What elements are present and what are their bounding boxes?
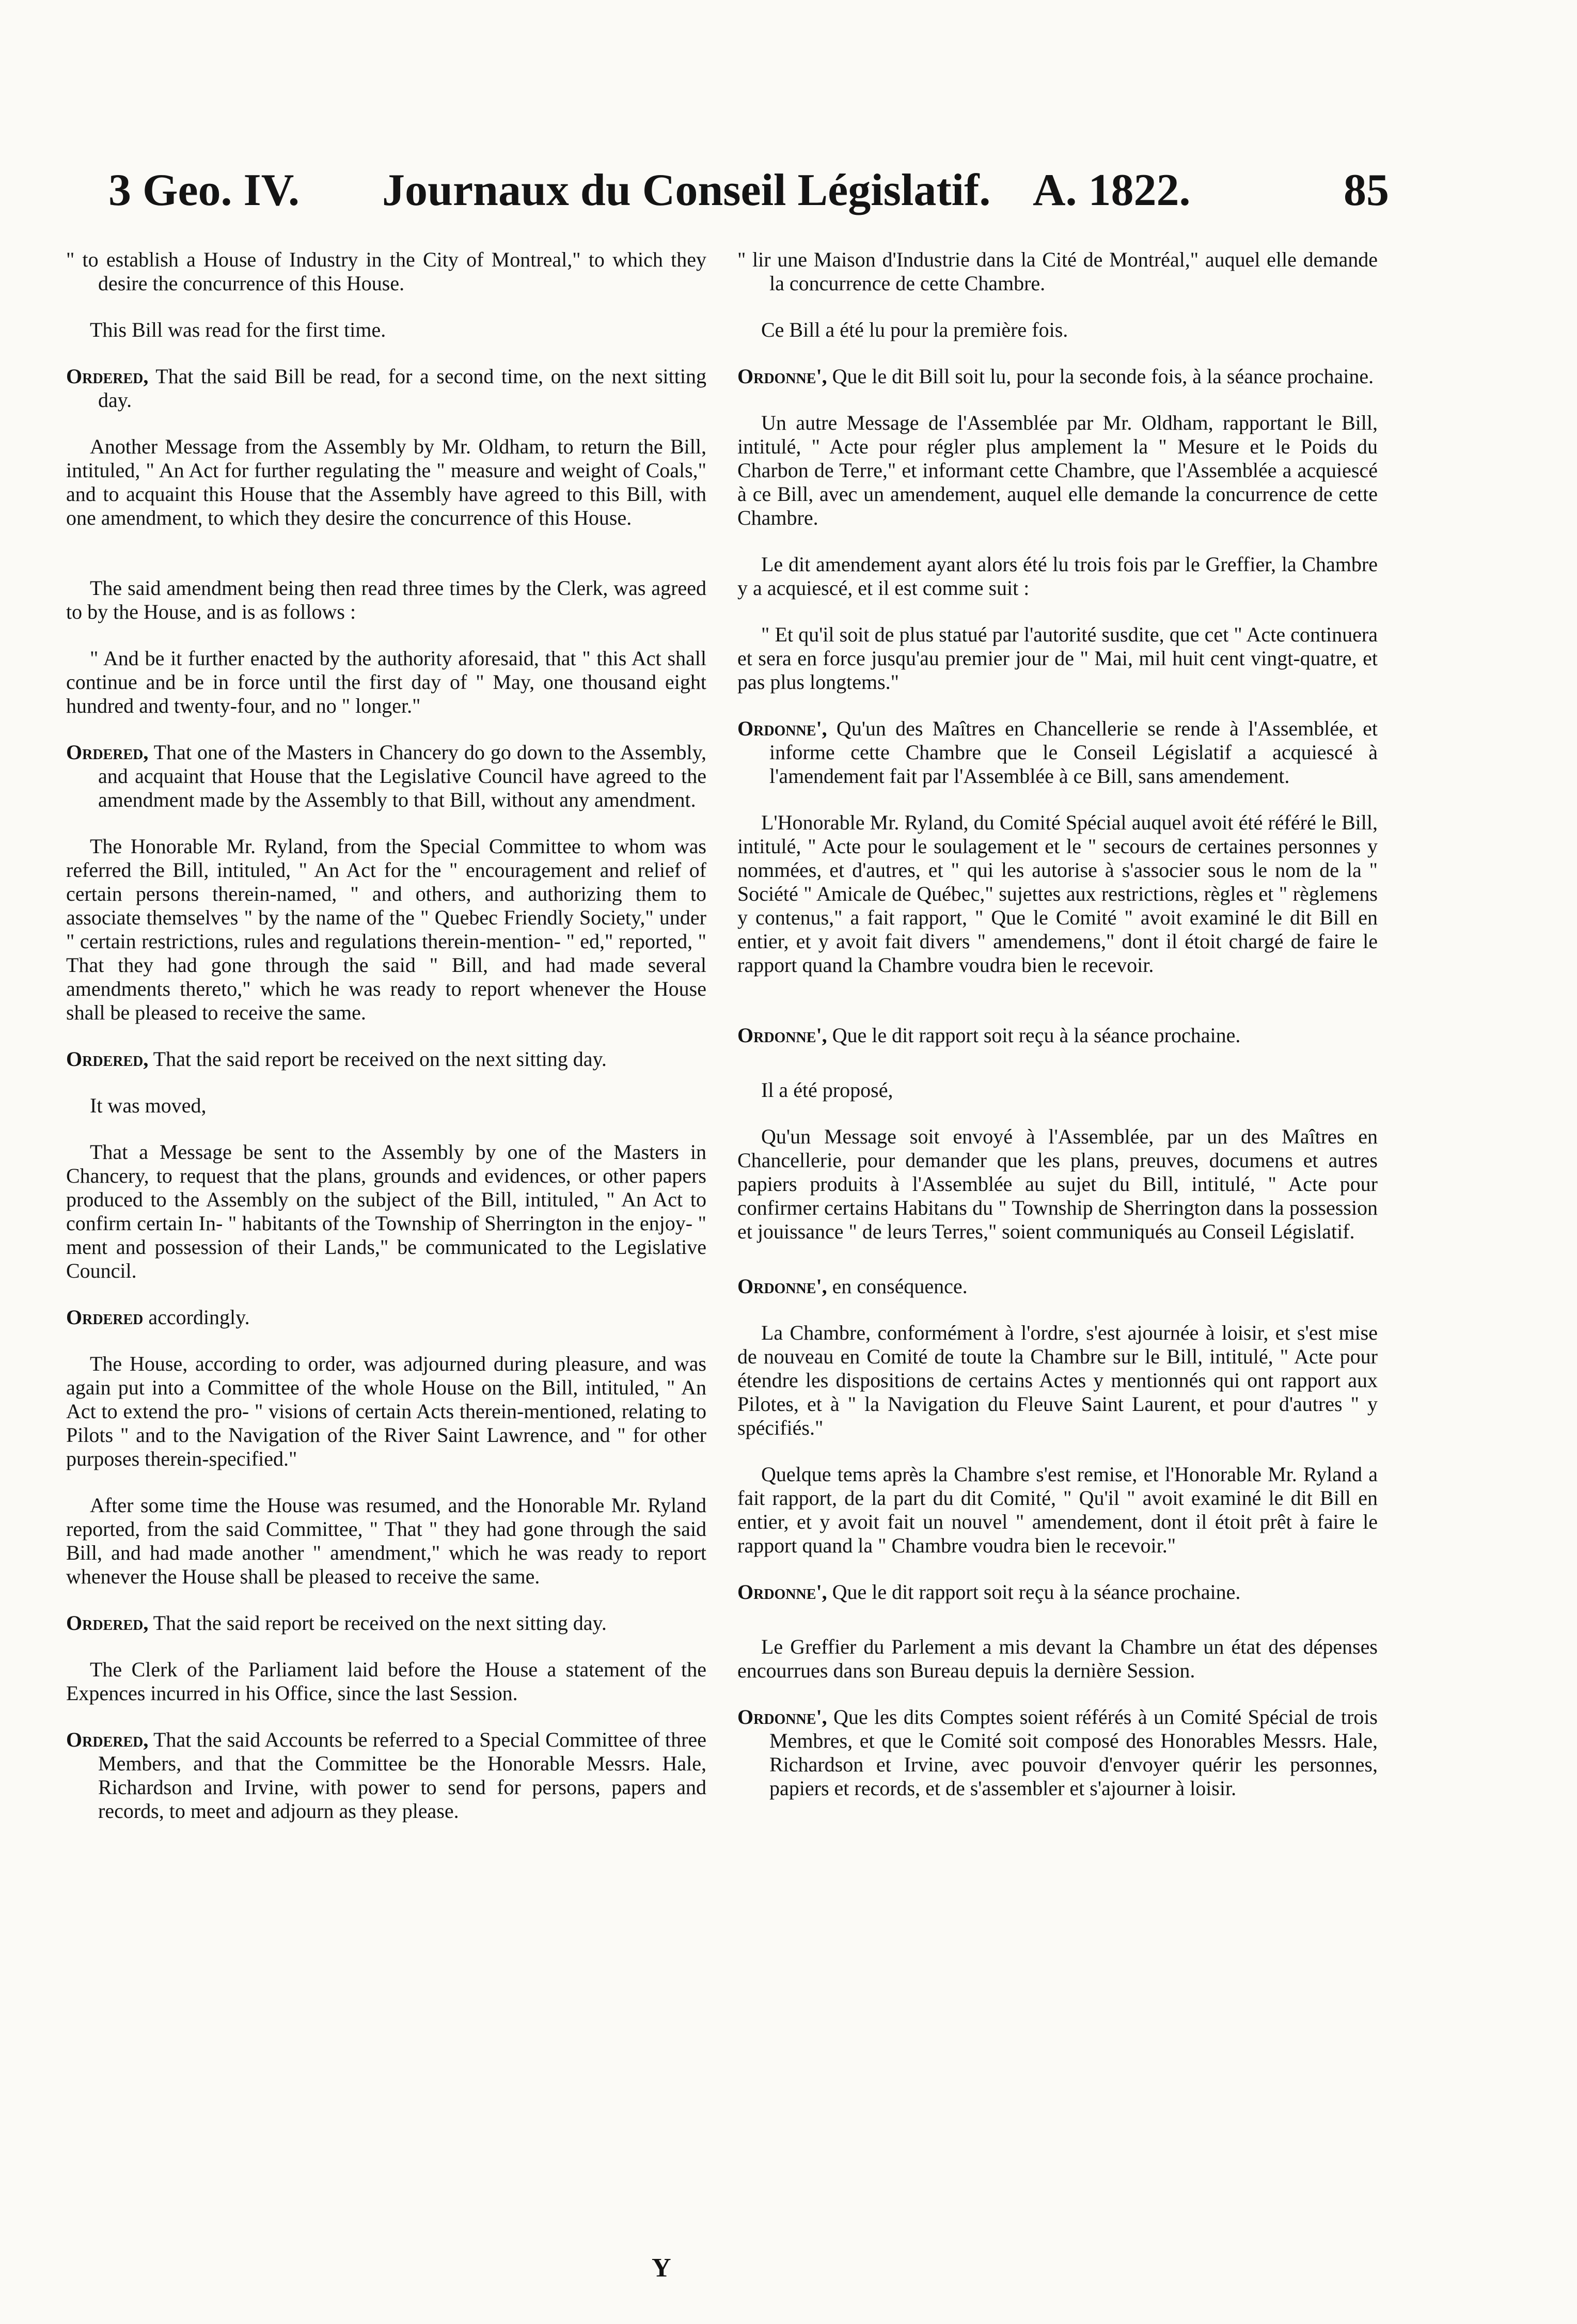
french-paragraph: Ordonne', Que le dit Bill soit lu, pour la seconde fois, à la séance prochaine. [737,365,1374,388]
english-column [66,248,706,1823]
english-paragraph: That a Message be sent to the Assembly by one of the Masters in Chancery, to request that the plans, grounds and evidences, or other papers produced to the Assembly on the subject of the Bill, intituled, " An Act to confirm certain In- " habitants of the Township of Sherrington in the enjoy- " ment and possession of their Lands," be communicated to the Legislative Council. [66,1140,706,1282]
english-paragraph: The House, according to order, was adjourned during pleasure, and was again put into a Committee of the whole House on the Bill, intituled, " An Act to extend the pro- " visions of certain Acts therein-mentioned, relating to Pilots " and to the Navigation of the River Saint Lawrence, and " for other purposes therein-specified." [66,1352,706,1470]
english-paragraph: Ordered, That the said report be received on the next sitting day. [66,1047,607,1071]
french-paragraph: L'Honorable Mr. Ryland, du Comité Spécial auquel avoit été référé le Bill, intitulé, " Acte pour le soulagement et le " secours de certaines personnes y nommées, et d'autres, et " qui les autorise à s'associer sous le nom de la " Société " Amicale de Québec," sujettes aux restrictions, règles et " règlemens y contenus," a fait rapport, " Que le Comité " avoit examiné le dit Bill en entier, et y avoit fait divers " amendemens," dont il étoit chargé de faire le rapport quand la Chambre voudra bien le recevoir. [737,811,1378,977]
french-paragraph: Qu'un Message soit envoyé à l'Assemblée, par un des Maîtres en Chancellerie, pour demander que les plans, preuves, documens et autres papiers produits à l'Assemblée au sujet du Bill, intitulé, " Acte pour confirmer certains Habitans du " Township de Sherrington dans la possession et jouissance " de leurs Terres," soient communiqués au Conseil Législatif. [737,1125,1378,1243]
french-paragraph: Un autre Message de l'Assemblée par Mr. Oldham, rapportant le Bill, intitulé, " Acte pour régler plus amplement la " Mesure et le Poids du Charbon de Terre," et informant cette Chambre, que l'Assemblée a acquiescé à ce Bill, avec un amendement, auquel elle demande la concurrence de cette Chambre. [737,411,1378,529]
english-paragraph: After some time the House was resumed, and the Honorable Mr. Ryland reported, from the said Committee, " That " they had gone through the said Bill, and had made another " amendment," which he was ready to report whenever the House shall be pleased to receive the same. [66,1494,706,1588]
french-paragraph: Ce Bill a été lu pour la première fois. [761,318,1068,341]
english-paragraph: Ordered, That the said Bill be read, for a second time, on the next sitting day. [66,365,706,412]
french-paragraph: Ordonne', Que les dits Comptes soient référés à un Comité Spécial de trois Membres, et que le Comité soit composé des Honorables Messrs. Hale, Richardson et Irvine, avec pouvoir d'envoyer quérir les personnes, papiers et records, et de s'assembler et s'ajourner à loisir. [737,1705,1378,1800]
calendar-year: A. 1822. [1033,165,1191,215]
signature-mark: Y [652,2253,671,2283]
english-paragraph: Ordered accordingly. [66,1306,250,1329]
french-paragraph: Ordonne', Que le dit rapport soit reçu à la séance prochaine. [737,1024,1241,1047]
french-paragraph: Quelque tems après la Chambre s'est remise, et l'Honorable Mr. Ryland a fait rapport, de la part du dit Comité, " Qu'il " avoit examiné le dit Bill en entier, et y avoit fait un nouvel " amendement, dont il étoit prêt à faire le rapport quand la " Chambre voudra bien le recevoir." [737,1463,1378,1557]
english-paragraph: The Honorable Mr. Ryland, from the Special Committee to whom was referred the Bill, intituled, " An Act for the " encouragement and relief of certain persons therein-named, " and others, and authorizing them to associate themselves " by the name of the " Quebec Friendly Society," under " certain restrictions, rules and regulations therein-mention- " ed," reported, " That they had gone through the said " Bill, and had made several amendments thereto," which he was ready to report whenever the House shall be pleased to receive the same. [66,835,706,1024]
french-paragraph: " Et qu'il soit de plus statué par l'autorité susdite, que cet " Acte continuera et sera en force jusqu'au premier jour de " Mai, mil huit cent vingt-quatre, et pas plus longtems." [737,623,1378,694]
journal-title: Journaux du Conseil Législatif. [382,165,991,215]
french-paragraph: Le Greffier du Parlement a mis devant la Chambre un état des dépenses encourrues dans son Bureau depuis la dernière Session. [737,1635,1378,1682]
french-paragraph: " lir une Maison d'Industrie dans la Cité de Montréal," auquel elle demande la concurrence de cette Chambre. [737,248,1378,295]
regnal-year: 3 Geo. IV. [108,165,299,215]
english-paragraph: Ordered, That the said Accounts be referred to a Special Committee of three Members, and that the Committee be the Honorable Messrs. Hale, Richardson and Irvine, with power to send for persons, papers and records, to meet and adjourn as they please. [66,1728,706,1823]
english-paragraph: The Clerk of the Parliament laid before the House a statement of the Expences incurred in his Office, since the last Session. [66,1658,706,1705]
french-paragraph: Ordonne', Qu'un des Maîtres en Chancellerie se rende à l'Assemblée, et informe cette Chambre que le Conseil Législatif a acquiescé à l'amendement fait par l'Assemblée à ce Bill, sans amendement. [737,717,1378,788]
page-number: 85 [1344,165,1389,215]
english-paragraph: Ordered, That one of the Masters in Chancery do go down to the Assembly, and acquaint that House that the Legislative Council have agreed to the amendment made by the Assembly to that Bill, without any amendment. [66,741,706,811]
running-header [108,164,1389,221]
french-column [737,248,1378,1800]
french-paragraph: Il a été proposé, [761,1078,893,1102]
english-paragraph: Ordered, That the said report be received on the next sitting day. [66,1611,607,1635]
english-paragraph: This Bill was read for the first time. [90,318,386,341]
english-paragraph: " to establish a House of Industry in the City of Montreal," to which they desire the concurrence of this House. [66,248,706,295]
english-paragraph: The said amendment being then read three times by the Clerk, was agreed to by the House, and is as follows : [66,576,706,623]
english-paragraph: " And be it further enacted by the authority aforesaid, that " this Act shall continue and be in force until the first day of " May, one thousand eight hundred and twenty-four, and no " longer." [66,647,706,717]
french-paragraph: Ordonne', en conséquence. [737,1275,968,1298]
french-paragraph: La Chambre, conformément à l'ordre, s'est ajournée à loisir, et s'est mise de nouveau en Comité de toute la Chambre sur le Bill, intitulé, " Acte pour étendre les dispositions de certains Actes y mentionnés qui ont rapport aux Pilotes, et à " la Navigation du Fleuve Saint Laurent, et pour d'autres " y spécifiés." [737,1321,1378,1439]
english-paragraph: It was moved, [90,1094,207,1117]
english-paragraph: Another Message from the Assembly by Mr. Oldham, to return the Bill, intituled, " An Act for further regulating the " measure and weight of Coals," and to acquaint this House that the Assembly have agreed to this Bill, with one amendment, to which they desire the concurrence of this House. [66,435,706,529]
french-paragraph: Ordonne', Que le dit rapport soit reçu à la séance prochaine. [737,1580,1241,1604]
french-paragraph: Le dit amendement ayant alors été lu trois fois par le Greffier, la Chambre y a acquiescé, et il est comme suit : [737,553,1378,600]
